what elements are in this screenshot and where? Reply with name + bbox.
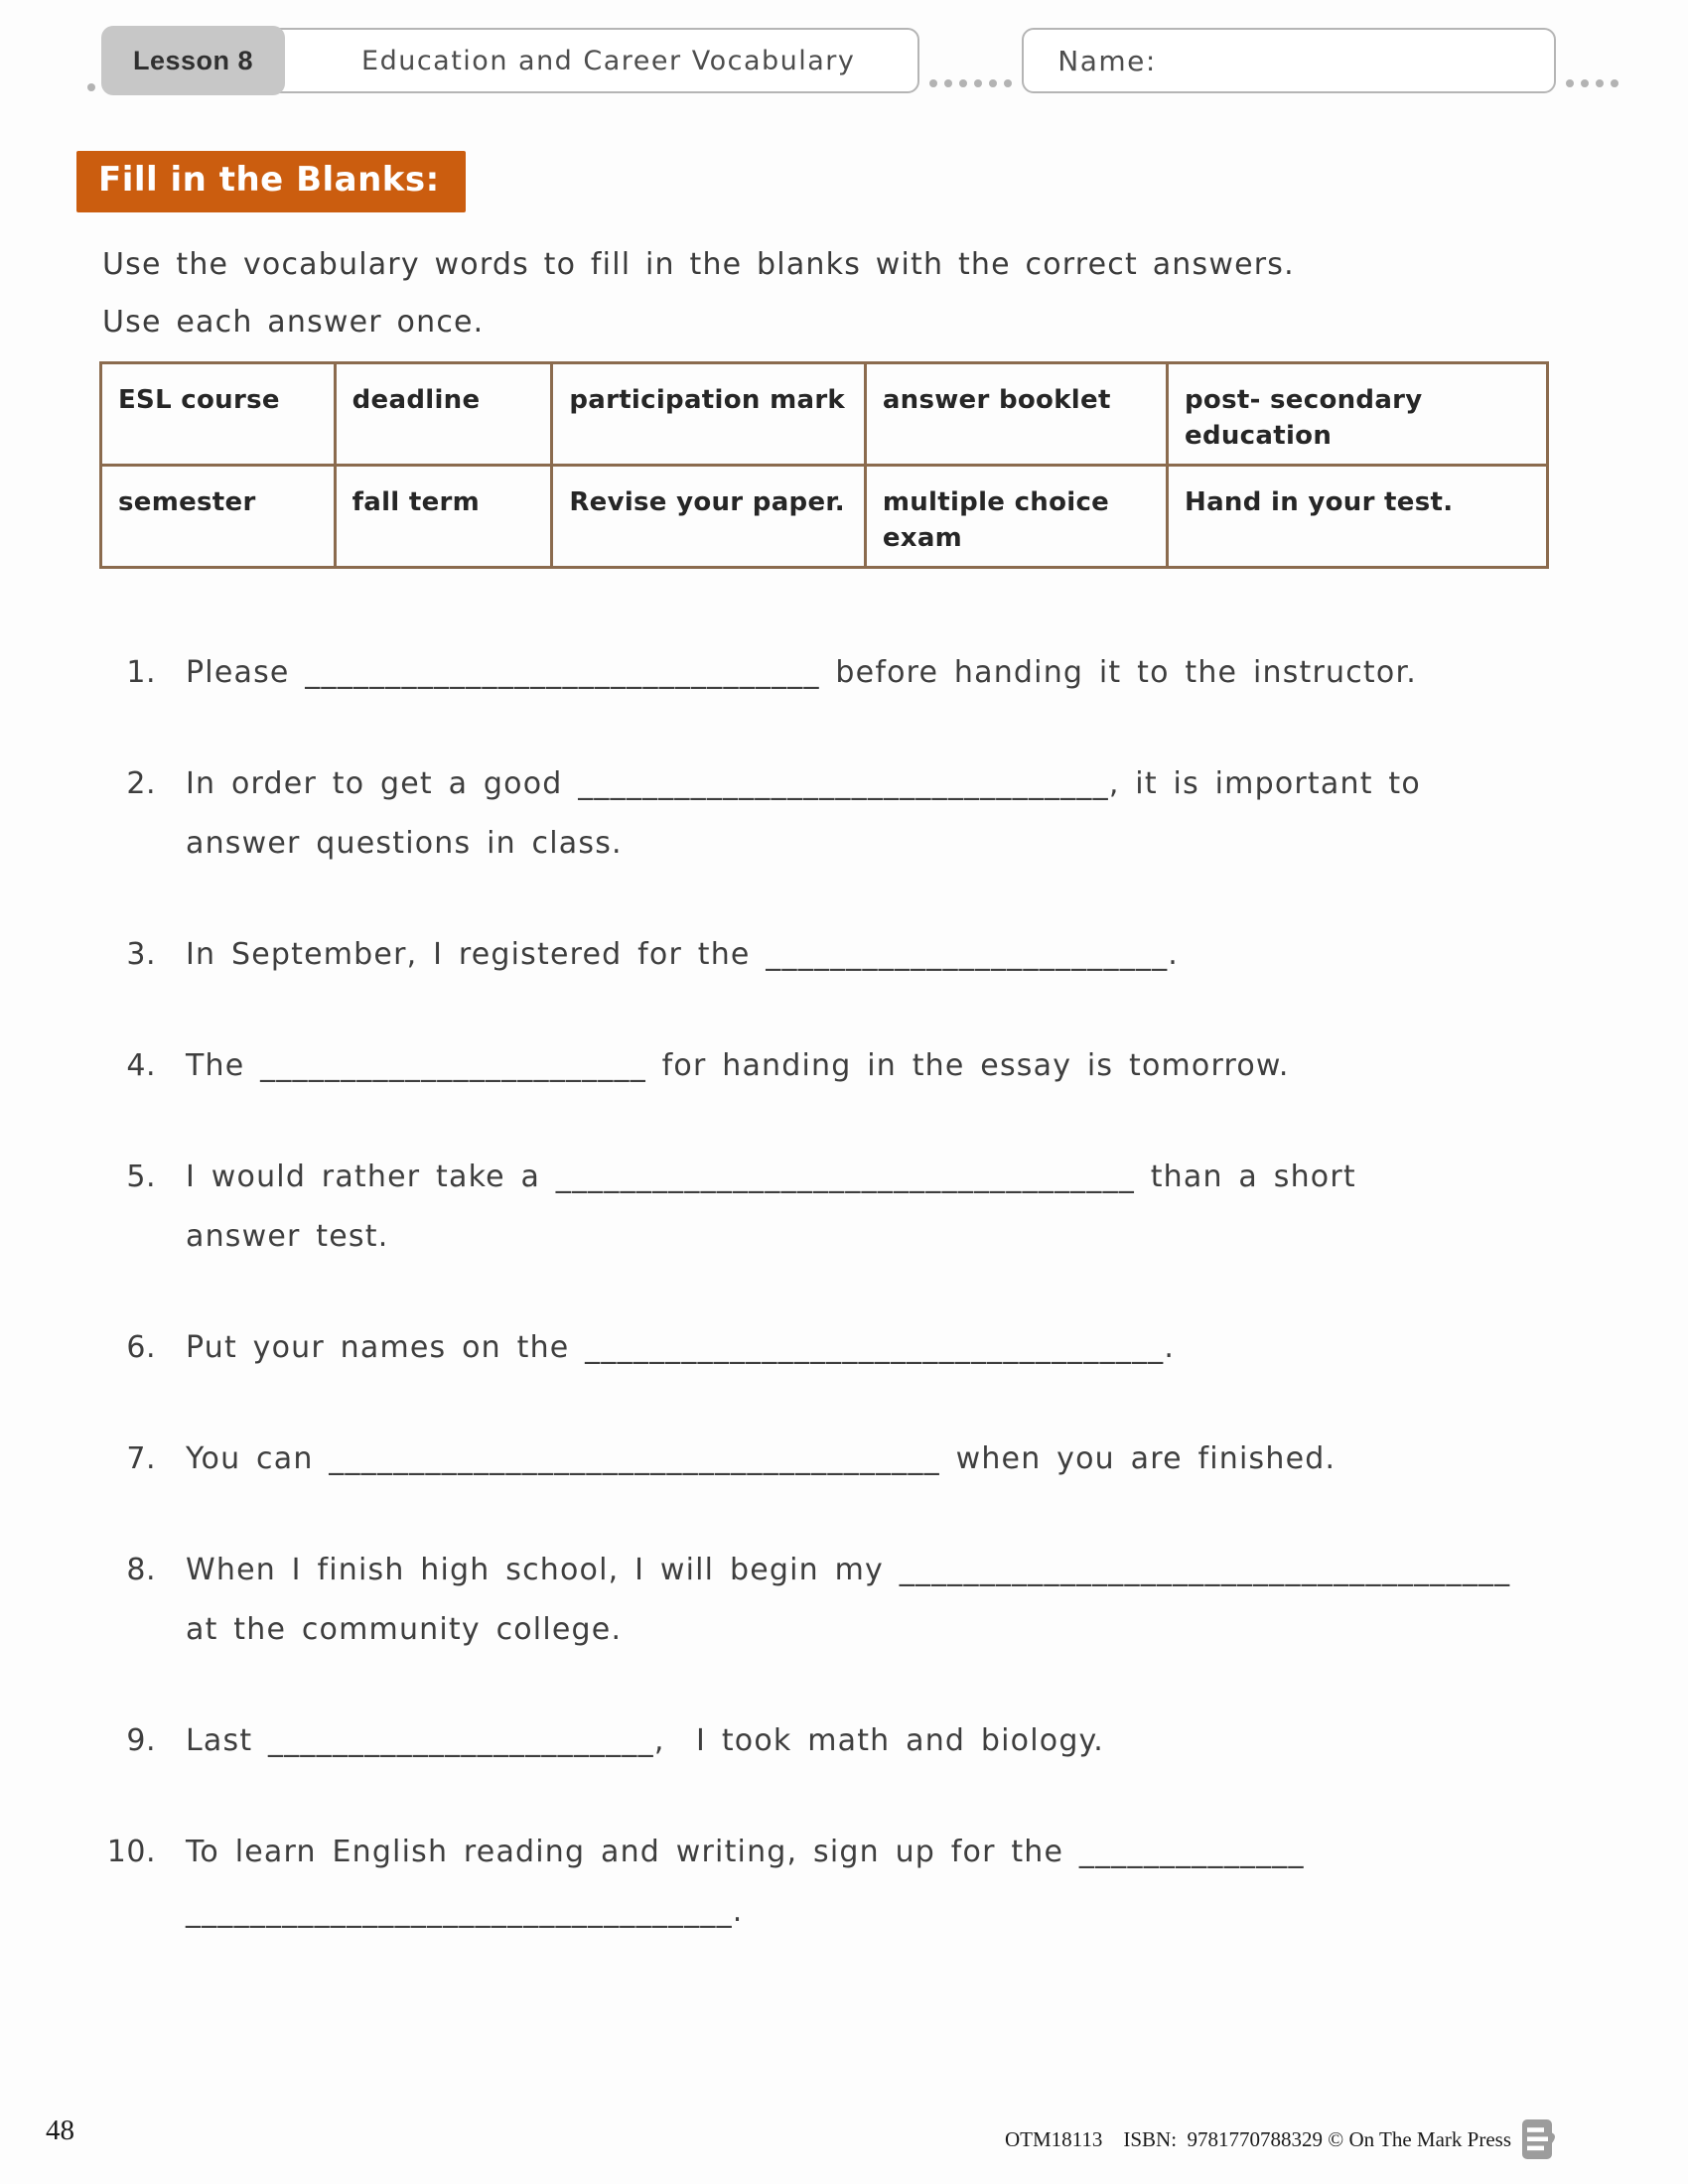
word-bank-row <box>101 363 1548 466</box>
question-7 <box>84 1430 1604 1489</box>
title-box <box>267 28 919 93</box>
dot <box>1004 79 1012 87</box>
word-bank-row <box>101 466 1548 568</box>
word-bank-cell: participation mark <box>552 363 866 466</box>
page-number: 48 <box>46 2115 74 2146</box>
lesson-label: Lesson 8 <box>133 45 254 75</box>
word-bank-cell: multiple choice exam <box>865 466 1167 568</box>
word-bank-cell: post- secondary education <box>1168 363 1548 466</box>
word-bank-cell: Hand in your test. <box>1168 466 1548 568</box>
question-number: 7. <box>126 1441 156 1476</box>
dotted-line <box>1566 79 1618 87</box>
word-bank-table <box>99 361 1549 569</box>
question-3 <box>84 925 1604 985</box>
instructions-line: Use each answer once. <box>102 305 485 340</box>
footer-credit-group <box>1005 2118 1557 2160</box>
question-line: When I finish high school, I will begin my ______________________________________ <box>186 1553 1511 1587</box>
word-bank-cell: deadline <box>335 363 552 466</box>
question-line: answer questions in class. <box>186 826 623 861</box>
question-line: The ________________________ for handing in the essay is tomorrow. <box>186 1048 1290 1083</box>
question-number: 3. <box>126 937 156 972</box>
dot <box>1611 79 1618 87</box>
question-line: Last ________________________, I took math and biology. <box>186 1723 1104 1758</box>
question-line: In September, I registered for the _________________________. <box>186 937 1180 972</box>
page-title: Education and Career Vocabulary <box>361 45 856 76</box>
question-1 <box>84 643 1604 703</box>
dot <box>1566 79 1574 87</box>
question-number: 8. <box>126 1553 156 1587</box>
question-number: 4. <box>126 1048 156 1083</box>
question-number: 1. <box>126 655 156 690</box>
question-4 <box>84 1036 1604 1096</box>
on-the-mark-press-logo-icon <box>1521 2118 1557 2160</box>
word-bank-cell: ESL course <box>101 363 336 466</box>
dot <box>974 79 982 87</box>
question-number: 6. <box>126 1330 156 1365</box>
question-number: 2. <box>126 766 156 801</box>
question-number: 5. <box>126 1160 156 1194</box>
page-header <box>87 26 1628 95</box>
dot <box>87 83 95 91</box>
question-9 <box>84 1711 1604 1771</box>
word-bank-cell: answer booklet <box>865 363 1167 466</box>
word-bank-cell: fall term <box>335 466 552 568</box>
question-list <box>84 643 1604 1993</box>
lesson-tab <box>101 26 285 95</box>
dot <box>1596 79 1604 87</box>
question-line: __________________________________. <box>186 1894 744 1929</box>
question-line: Please ________________________________ before handing it to the instructor. <box>186 655 1417 690</box>
instructions-line: Use the vocabulary words to fill in the blanks with the correct answers. <box>102 247 1295 282</box>
dot <box>944 79 952 87</box>
question-line: answer test. <box>186 1219 389 1254</box>
word-bank-cell: Revise your paper. <box>552 466 866 568</box>
question-8 <box>84 1541 1604 1660</box>
question-line: In order to get a good _________________________________, it is important to <box>186 766 1421 801</box>
instructions <box>102 236 1569 351</box>
section-heading: Fill in the Blanks: <box>76 151 466 212</box>
question-line: Put your names on the ____________________________________. <box>186 1330 1176 1365</box>
page-footer <box>0 2101 1688 2160</box>
name-label: Name: <box>1057 44 1157 77</box>
dot <box>929 79 937 87</box>
question-line: To learn English reading and writing, sign up for the ______________ <box>186 1835 1305 1869</box>
question-2 <box>84 754 1604 874</box>
question-10 <box>84 1823 1604 1942</box>
question-line: at the community college. <box>186 1612 623 1647</box>
question-5 <box>84 1148 1604 1267</box>
dot <box>1581 79 1589 87</box>
question-6 <box>84 1318 1604 1378</box>
word-bank-cell: semester <box>101 466 336 568</box>
dot <box>959 79 967 87</box>
name-field <box>1022 28 1556 93</box>
dotted-line <box>929 79 1012 87</box>
question-number: 10. <box>106 1835 156 1869</box>
question-number: 9. <box>126 1723 156 1758</box>
question-line: I would rather take a ____________________________________ than a short <box>186 1160 1356 1194</box>
footer-credit: OTM18113 ISBN: 9781770788329 © On The Mark Press <box>1004 2126 1511 2151</box>
question-line: You can ______________________________________ when you are finished. <box>186 1441 1336 1476</box>
dot <box>989 79 997 87</box>
